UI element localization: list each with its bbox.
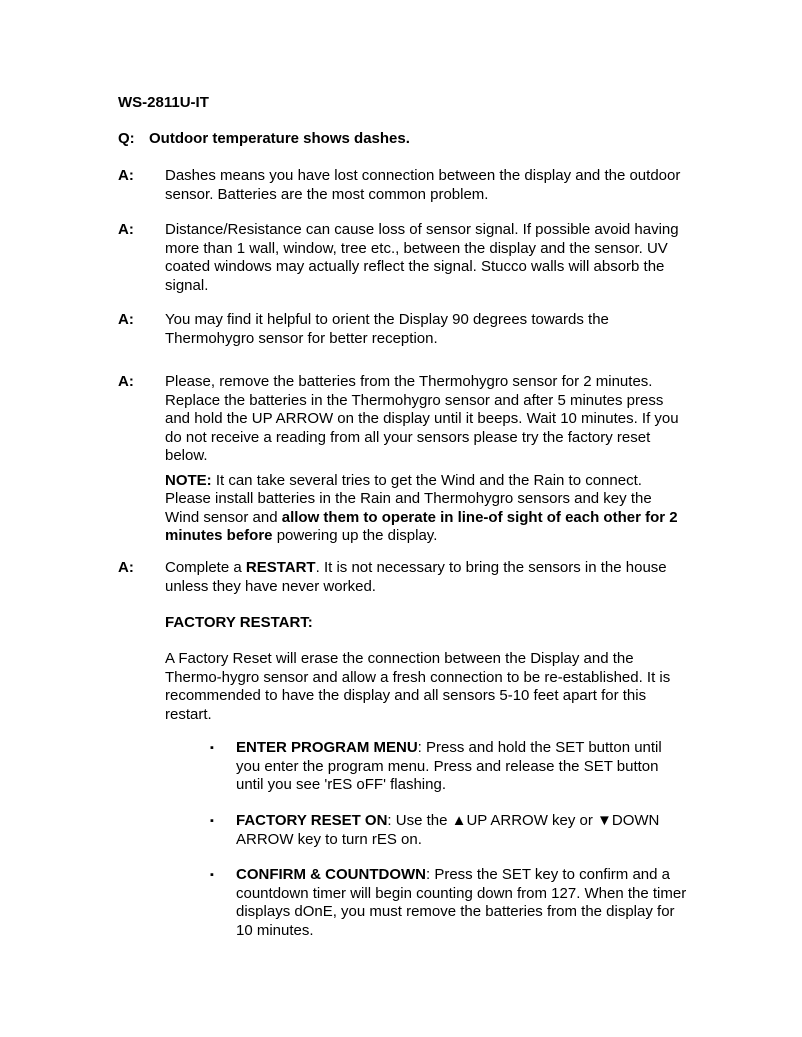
- bullet-icon: ▪: [210, 742, 214, 754]
- answer-label: A:: [118, 221, 134, 238]
- bullet-icon: ▪: [210, 869, 214, 881]
- step-title: FACTORY RESET ON: [236, 812, 388, 829]
- step-item: [210, 739, 690, 795]
- step-item: [210, 812, 690, 849]
- question: [118, 130, 410, 149]
- answer-5: [118, 559, 688, 596]
- step-item: [210, 866, 690, 940]
- factory-restart-intro: A Factory Reset will erase the connection between the Display and the Thermo-hygro sensor and allow a fresh connection to be re-established. It is recommended to have the display and all sensors 5-10 feet apart for this restart.: [165, 650, 671, 723]
- step-text: : Press and hold the SET button until you enter the program menu. Press and release the SET button until you see 'rES oFF' flashing.: [236, 739, 662, 793]
- bullet-icon: ▪: [210, 815, 214, 827]
- answer-label: A:: [118, 373, 134, 390]
- document-title: WS-2811U-IT: [118, 94, 209, 111]
- answer-text: You may find it helpful to orient the Display 90 degrees towards the Thermohygro sensor for better reception.: [165, 311, 609, 347]
- answer-label: A:: [118, 559, 134, 576]
- answer-text: Please, remove the batteries from the Thermohygro sensor for 2 minutes. Replace the batteries in the Thermohygro sensor and after 5 minutes press and hold the UP ARROW on the display until it beeps. Wait 10 minutes. If you do not receive a reading from all your sensors please try the factory reset below.: [165, 373, 679, 464]
- answer-label: A:: [118, 167, 134, 184]
- note: [165, 472, 688, 546]
- note-text: It can take several tries to get the Wind and the Rain to connect. Please install batteries in the Rain and Thermohygro sensors and key the Wind sensor and: [165, 471, 652, 526]
- step-title: ENTER PROGRAM MENU: [236, 739, 418, 756]
- restart-emphasis: RESTART: [245, 559, 316, 576]
- answer-text: Distance/Resistance can cause loss of sensor signal. If possible avoid having more than 1 wall, window, tree etc., between the display and the sensor. UV coated windows may actually reflect the signal. Stucco walls will absorb the signal.: [165, 221, 679, 294]
- factory-restart-heading: FACTORY RESTART:: [165, 614, 313, 631]
- answer-label: A:: [118, 311, 134, 328]
- answer-text: Complete a RESTART. It is not necessary to bring the sensors in the house unless they have never worked.: [165, 559, 667, 595]
- answer-text: Dashes means you have lost connection between the display and the outdoor sensor. Batteries are the most common problem.: [165, 167, 681, 203]
- question-text: Outdoor temperature shows dashes.: [149, 130, 410, 147]
- note-emphasis: allow them to operate in line-of sight of each other for 2 minutes before: [165, 508, 678, 544]
- answer-2: [118, 221, 688, 295]
- step-title: CONFIRM & COUNTDOWN: [236, 866, 426, 883]
- step-text: : Use the ▲UP ARROW key or ▼DOWN ARROW key to turn rES on.: [236, 812, 660, 848]
- answer-3: [118, 311, 688, 348]
- answer-4: [118, 373, 688, 546]
- note-label: NOTE:: [165, 471, 212, 489]
- note-text-end: powering up the display.: [272, 527, 438, 544]
- step-text: : Press the SET key to confirm and a countdown timer will begin counting down from 127. When the timer displays dOnE, you must remove the batteries from the display for 10 minutes.: [236, 866, 687, 939]
- question-label: Q:: [118, 130, 135, 147]
- answer-1: [118, 167, 688, 204]
